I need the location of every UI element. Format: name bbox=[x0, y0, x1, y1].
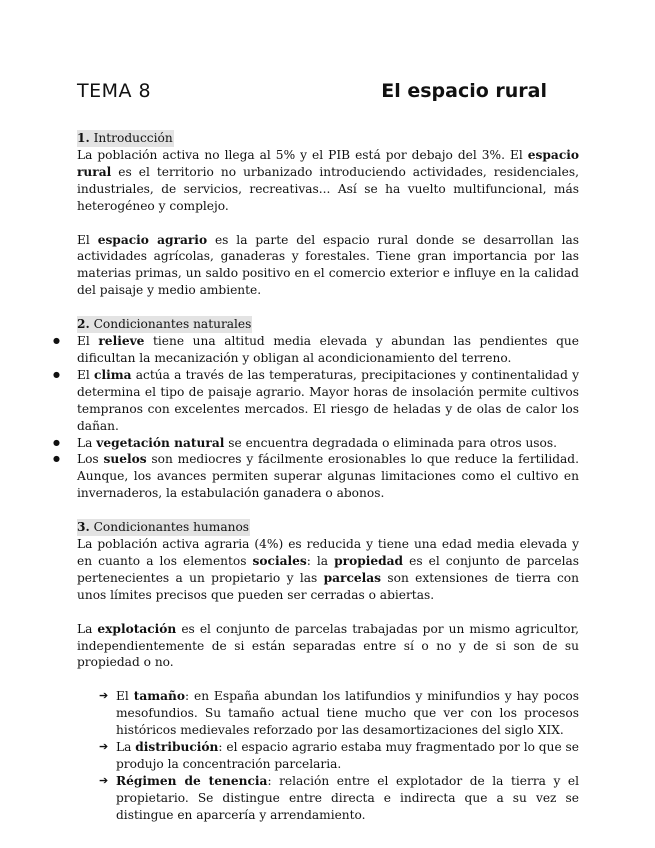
list-item: ➔ El tamaño: en España abundan los latifundios y minifundios y hay pocos mesofundios. Su tamaño actual tiene mucho que ver con los procesos históricos medievales reforzado por las desamortizaciones del siglo XIX. bbox=[116, 688, 579, 739]
paragraph: El espacio agrario es la parte del espacio rural donde se desarrollan las actividades agrícolas, ganaderas y forestales. Tiene gran importancia por las materias primas, un saldo positivo en el comercio exterior e influye en la calidad del paisaje y medio ambiente. bbox=[77, 232, 580, 298]
section-heading-condicionantes-naturales: 2. Condicionantes naturales bbox=[77, 317, 252, 332]
bullet-list bbox=[77, 333, 579, 502]
list-item: ● Los suelos son mediocres y fácilmente erosionables lo que reduce la fertilidad. Aunque, los avances permiten superar algunas limitaciones como el cultivo en invernaderos, la estabulación ganadera o abonos. bbox=[77, 451, 579, 502]
paragraph: La población activa no llega al 5% y el PIB está por debajo del 3%. El espacio rural es el territorio no urbanizado introduciendo actividades, residenciales, industriales, de servicios, recreativas... Así se ha vuelto multifuncional, más heterogéneo y complejo. bbox=[77, 147, 579, 213]
page-title: El espacio rural bbox=[381, 80, 547, 102]
list-item: ➔ Régimen de tenencia: relación entre el explotador de la tierra y el propietario. Se distingue entre directa e indirecta que a su vez se distingue en aparcería y arrendamiento. bbox=[116, 773, 579, 824]
document-body bbox=[77, 130, 579, 824]
list-item: ● El relieve tiene una altitud media elevada y abundan las pendientes que dificultan la mecanización y obligan al acondicionamiento del terreno. bbox=[77, 333, 579, 367]
list-item: ● El clima actúa a través de las temperaturas, precipitaciones y continentalidad y determina el tipo de paisaje agrario. Mayor horas de insolación permite cultivos tempranos con excelentes mercados. El riesgo de heladas y de olas de calor los dañan. bbox=[77, 367, 579, 435]
section-heading-condicionantes-humanos: 3. Condicionantes humanos bbox=[77, 520, 250, 535]
arrow-list bbox=[77, 688, 579, 823]
topic-number: TEMA 8 bbox=[77, 80, 152, 102]
list-item: ➔ La distribución: el espacio agrario estaba muy fragmentado por lo que se produjo la concentración parcelaria. bbox=[116, 739, 579, 773]
paragraph: La explotación es el conjunto de parcelas trabajadas por un mismo agricultor, independientemente de si están separadas entre sí o no y de si son de su propiedad o no. bbox=[77, 621, 580, 670]
section-heading-introduccion: 1. Introducción bbox=[77, 131, 173, 145]
paragraph: La población activa agraria (4%) es reducida y tiene una edad media elevada y en cuanto a los elementos sociales: la propiedad es el conjunto de parcelas pertenecientes a un propietario y las parcelas son extensiones de tierra con unos límites precisos que pueden ser cerradas o abiertas. bbox=[77, 537, 579, 602]
list-item: ● La vegetación natural se encuentra degradada o eliminada para otros usos. bbox=[77, 435, 579, 452]
page-header bbox=[77, 80, 547, 102]
